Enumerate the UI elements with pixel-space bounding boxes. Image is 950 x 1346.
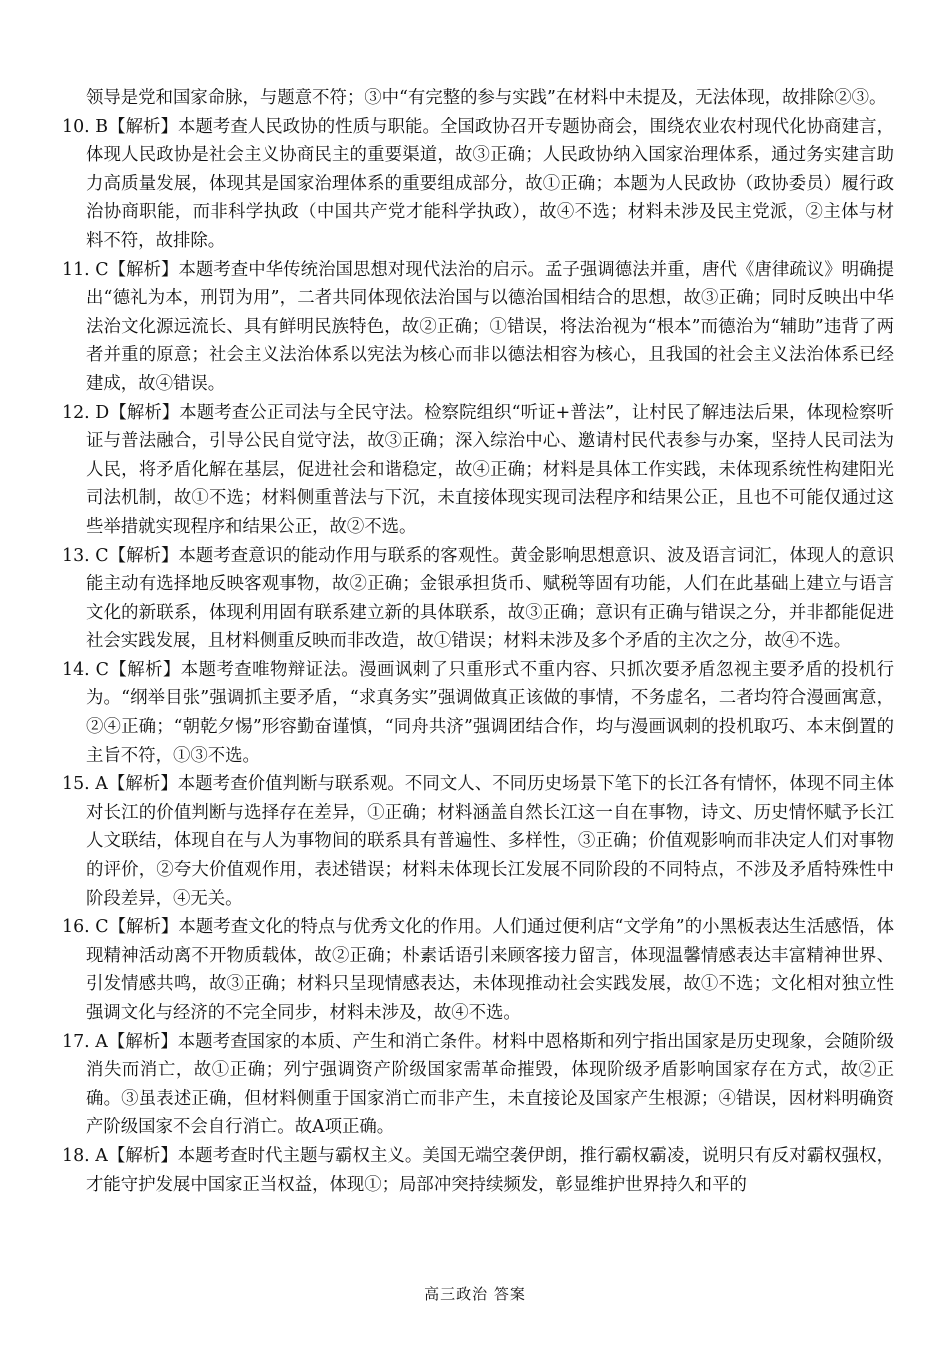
answer-item [62, 113, 894, 256]
page-footer: 高三政治 答案 [424, 1285, 526, 1303]
answer-item [62, 656, 894, 770]
continuation-paragraph: 领导是党和国家命脉，与题意不符；③中“有完整的参与实践”在材料中未提及，无法体现，故排除②③。 [86, 88, 887, 108]
answer-number: 12. D [62, 402, 110, 423]
answer-item [62, 542, 894, 656]
answer-text: 【解析】本题考查国家的本质、产生和消亡条件。材料中恩格斯和列宁指出国家是历史现象，会随阶级消失而消亡，故①正确；列宁强调资产阶级国家需革命摧毁，体现阶级矛盾影响国家存在方式，故②正确。③虽表述正确，但材料侧重于国家消亡而非产生，未直接论及国家产生根源；④错误，因材料明确资产阶级国家不会自行消亡。故A项正确。 [86, 1031, 894, 1138]
answer-number: 10. B [62, 116, 109, 137]
answer-number: 15. A [62, 774, 108, 795]
answer-item [62, 1142, 894, 1199]
answer-text: 【解析】本题考查公正司法与全民守法。检察院组织“听证+普法”，让村民了解违法后果，体现检察听证与普法融合，引导公民自觉守法，故③正确；深入综治中心、邀请村民代表参与办案，坚持人民司法为人民，将矛盾化解在基层，促进社会和谐稳定，故④正确；材料是具体工作实践，未体现系统性构建阳光司法机制，故①不选；材料侧重普法与下沉，未直接体现实现司法程序和结果公正，且也不可能仅通过这些举措就实现程序和结果公正，故②不选。 [86, 402, 894, 537]
answer-item [62, 1028, 894, 1142]
answer-number: 18. A [62, 1145, 108, 1166]
answer-text: 【解析】本题考查文化的特点与优秀文化的作用。人们通过便利店“文学角”的小黑板表达生活感悟，体现精神活动离不开物质载体，故②正确；朴素话语引来顾客接力留言，体现温馨情感表达丰富精神世界、引发情感共鸣，故③正确；材料只呈现情感表达，未体现推动社会实践发展，故①不选；文化相对独立性强调文化与经济的不完全同步，材料未涉及，故④不选。 [86, 917, 894, 1023]
answer-text: 【解析】本题考查意识的能动作用与联系的客观性。黄金影响思想意识、波及语言词汇，体现人的意识能主动有选择地反映客观事物，故②正确；金银承担货币、赋税等固有功能，人们在此基础上建立与语言文化的新联系，体现利用固有联系建立新的具体联系，故③正确；意识有正确与错误之分，并非都能促进社会实践发展，且材料侧重反映而非改造，故①错误；材料未涉及多个矛盾的主次之分，故④不选。 [86, 545, 894, 652]
answer-list [62, 113, 894, 1200]
answer-text: 【解析】本题考查时代主题与霸权主义。美国无端空袭伊朗，推行霸权霸凌，说明只有反对霸权强权，才能守护发展中国家正当权益，体现①；局部冲突持续频发，彰显维护世界持久和平的 [86, 1145, 894, 1195]
answer-item [62, 913, 894, 1027]
answer-number: 11. C [62, 259, 109, 280]
answer-text: 【解析】本题考查唯物辩证法。漫画讽刺了只重形式不重内容、只抓次要矛盾忽视主要矛盾的投机行为。“纲举目张”强调抓主要矛盾，“求真务实”强调做真正该做的事情，不务虚名，二者均符合漫画寓意，②④正确；“朝乾夕惕”形容勤奋谨慎，“同舟共济”强调团结合作，均与漫画讽刺的投机取巧、本末倒置的主旨不符，①③不选。 [86, 659, 894, 766]
answer-item [62, 399, 894, 542]
answer-item [62, 256, 894, 399]
answer-number: 14. C [62, 659, 109, 680]
answer-number: 13. C [62, 545, 109, 566]
answer-number: 17. A [62, 1031, 108, 1052]
answer-item [62, 770, 894, 913]
answer-number: 16. C [62, 917, 109, 938]
answer-text: 【解析】本题考查人民政协的性质与职能。全国政协召开专题协商会，围绕农业农村现代化协商建言，体现人民政协是社会主义协商民主的重要渠道，故③正确；人民政协纳入国家治理体系，通过务实建言助力高质量发展，体现其是国家治理体系的重要组成部分，故①正确；本题为人民政协（政协委员）履行政治协商职能，而非科学执政（中国共产党才能科学执政），故④不选；材料未涉及民主党派，②主体与材料不符，故排除。 [86, 116, 894, 251]
answer-text: 【解析】本题考查价值判断与联系观。不同文人、不同历史场景下笔下的长江各有情怀，体现不同主体对长江的价值判断与选择存在差异，①正确；材料涵盖自然长江这一自在事物，诗文、历史情怀赋予长江人文联结，体现自在与人为事物间的联系具有普遍性、多样性，③正确；价值观影响而非决定人们对事物的评价，②夸大价值观作用，表述错误；材料未体现长江发展不同阶段的不同特点，不涉及矛盾特殊性中阶段差异，④无关。 [86, 774, 894, 909]
answer-text: 【解析】本题考查中华传统治国思想对现代法治的启示。孟子强调德法并重，唐代《唐律疏议》明确提出“德礼为本，刑罚为用”，二者共同体现依法治国与以德治国相结合的思想，故③正确；同时反映出中华法治文化源远流长、具有鲜明民族特色，故②正确；①错误，将法治视为“根本”而德治为“辅助”违背了两者并重的原意；社会主义法治体系以宪法为核心而非以德法相容为核心，且我国的社会主义法治体系已经建成，故④错误。 [86, 259, 894, 394]
